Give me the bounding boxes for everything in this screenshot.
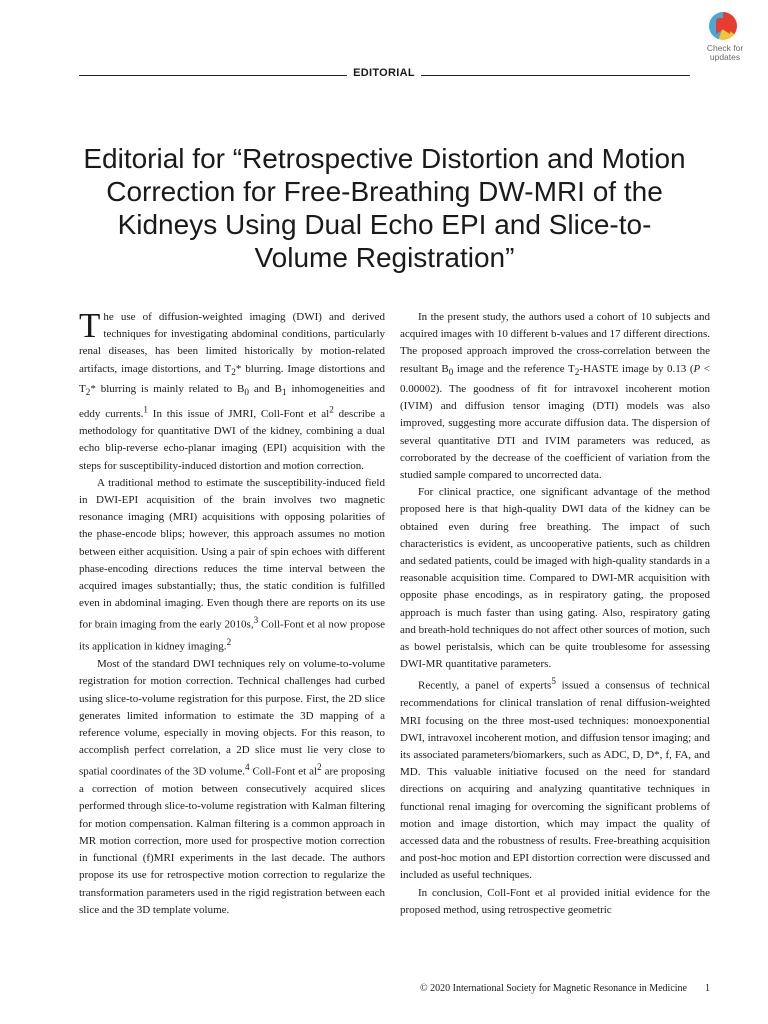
paragraph: In conclusion, Coll-Font et al provided initial evidence for the proposed method, using retrospective geometric: [400, 886, 710, 916]
copyright-text: © 2020 International Society for Magnetic Resonance in Medicine: [420, 983, 687, 994]
check-for-updates-badge[interactable]: [700, 12, 750, 70]
article-title: Editorial for “Retrospective Distortion and Motion Correction for Free-Breathing DW-MRI of the Kidneys Using Dual Echo EPI and Slice-to-Volume Registration”: [83, 143, 686, 273]
page-number: 1: [705, 983, 710, 994]
section-label-text: EDITORIAL: [347, 67, 421, 79]
section-label: [0, 67, 768, 79]
badge-line-1: Check for: [706, 43, 744, 53]
badge-line-2: updates: [709, 52, 741, 62]
paragraph-text: he use of diffusion-weighted imaging (DWI) and derived techniques for investigating abdominal conditions, particularly renal diseases, has been limited historically by motion-related artifacts, image distortions, and $T_2*$ blurring. Image distortions and $T_2*$ blurring is mainly related to $B_0$ and $B_1$ inhomogeneities and eddy currents.$^1$ In this issue of JMRI, Coll-Font et $al^2$ describe a methodology for quantitative DWI of the kidney, combining a dual echo blip-reverse echo-planar imaging (EPI) acquisition with the steps for susceptibility-induced distortion and motion correction.: [79, 311, 386, 472]
page-footer: [0, 983, 710, 994]
paragraph: A traditional method to estimate the susceptibility-induced field in DWI-EPI acquisition of the brain involves two magnetic resonance imaging (MRI) acquisitions with opposing polarities of the phase-encode blips; however, this approach assumes no motion between either acquisition. Using a pair of spin echoes with different phase-encoding directions reduces the time interval between the acquired images substantially; thus, the static condition is fulfilled even in abdominal imaging. Even though there are reports on its use for brain imaging from the early 2010s,$^3$ Coll-Font et al now propose its application in kidney imaging.$^2$: [79, 476, 385, 653]
crossmark-icon: [709, 12, 737, 40]
paragraph: [79, 306, 386, 475]
paragraph: Most of the standard DWI techniques rely on volume-to-volume registration for motion correction. Technical challenges had curbed using slice-to-volume registration for this purpose. First, the 2D slice generates limited information to estimate the 3D mapping of a reference volume, especially in moving objects. For this reason, to accomplish perfect correlation, a 2D slice must lie very close to spatial coordinates of the 3D volume.$^4$ Coll-Font et $al^2$ are proposing a correction of motion between consecutively acquired slices performed through slice-to-volume registration with Kalman filtering for motion compensation. Kalman filtering is a common approach in MR motion correction, more used for prospective motion correction in functional (f)MRI experiments in the last decade. The authors propose its use for retrospective motion correction to regularize the transformation parameters used in the rigid registration between each slice and the 3D template volume.: [79, 658, 385, 916]
left-column: [79, 306, 386, 919]
drop-cap: T: [79, 306, 101, 345]
paragraph: For clinical practice, one significant advantage of the method proposed here is that high-quality DWI data of the kidney can be obtained even during free breathing. The impact of such characteristics is evident, as uncooperative patients, such as children and sedated patients, could be imaged with high-quality standards in a reasonable acquisition time. Compared to DWI-MR acquisition with opposite phase encodings, as in respiratory gating, the proposed approach is much faster than using gating. Also, respiratory gating and breath-hold techniques do not affect other sources of motion, such as bowel peristalsis, which can be quite troublesome for assessing DWI-MR quantitative parameters.: [400, 486, 710, 671]
paragraph: In the present study, the authors used a cohort of 10 subjects and acquired images with 10 different b-values and 17 different directions. The proposed approach improved the cross-correlation between the resultant $B_0$ image and the reference $T_2$-HASTE image by 0.13 (P < 0.00002). The goodness of fit for intravoxel incoherent motion (IVIM) and diffusion tensor imaging (DTI) models was also improved, suggesting more accurate diffusion data. The dispersion of several quantitative DTI and IVIM parameters was reduced, as corroborated by the decrease of the coefficient of variation from the studied sample compared to uncorrected data.: [400, 311, 710, 482]
right-column: [400, 309, 710, 919]
paragraph: Recently, a panel of experts$^5$ issued a consensus of technical recommendations for clinical translation of renal diffusion-weighted MRI focusing on the three most-used techniques: monoexponential DWI, intravoxel incoherent motion, and diffusion tensor imaging; and its associated parameters/biomarkers, such as ADC, D, D*, f, FA, and MD. This valuable initiative focused on the need for standard directions on acquiring and analyzing quantitative techniques in functional renal imaging for overcoming the significant problems of motion and image distortion, which may impact the quality of accessed data and the robustness of results. Free-breathing acquisition and post-hoc motion and EPI distortion correction were discussed and included as useful techniques.: [400, 676, 710, 882]
